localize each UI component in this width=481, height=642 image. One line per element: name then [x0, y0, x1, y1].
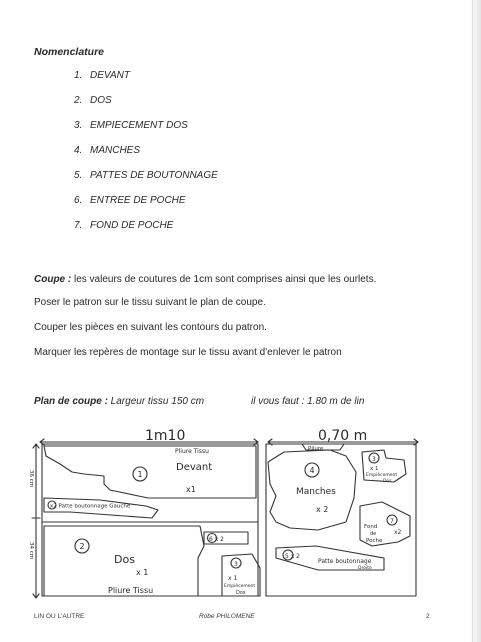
footer-title: Robe PHILOMENE	[199, 613, 255, 620]
piece-3b-name: Empiècement	[366, 473, 398, 478]
nomenclature-item: 4. MANCHES	[74, 145, 141, 156]
piece-5b-label: 5 x 2	[285, 553, 300, 560]
coupe-label: Coupe :	[34, 274, 72, 285]
piece-3-name-2: Dos	[236, 590, 246, 596]
nomenclature-list	[74, 70, 218, 245]
coupe-line-3: Couper les pièces en suivant les contours du patron.	[34, 322, 267, 333]
piece-1-qty: x1	[186, 485, 196, 494]
piece-2-qty: x 1	[136, 568, 149, 577]
nomenclature-item: 6. ENTREE DE POCHE	[74, 195, 186, 206]
nomenclature-title: Nomenclature	[34, 46, 105, 58]
piece-4-number: 4	[309, 466, 315, 475]
piece-devant	[44, 446, 256, 498]
plan-de-coupe-heading: Plan de coupe : Largeur tissu 150 cm	[34, 396, 205, 407]
nomenclature-item: 5. PATTES DE BOUTONNAGE	[74, 170, 218, 181]
piece-2-name: Dos	[114, 553, 135, 566]
coupe-line-2: Poser le patron sur le tissu suivant le plan de coupe.	[34, 297, 266, 308]
piece-5-label: x2 Patte boutonnage Gauche	[50, 503, 131, 510]
piece-2-number: 2	[79, 542, 85, 551]
coupe-line-4: Marquer les repères de montage sur le tissu avant d'enlever le patron	[34, 347, 342, 358]
piece-7-qty: x2	[394, 529, 402, 536]
fold-label-right: Pliure	[308, 446, 324, 452]
length-label-right: 0,70 m	[318, 428, 368, 444]
coupe-paragraph: Coupe : les valeurs de coutures de 1cm sont comprises ainsi que les ourlets.	[34, 274, 377, 285]
length-label-left: 1m10	[145, 428, 186, 444]
piece-7-name-3: Poche	[366, 538, 383, 544]
piece-3b-name-2: Dos	[383, 479, 392, 484]
fold-label-devant: Pliure Tissu	[175, 448, 209, 455]
piece-3b-qty: x 1	[370, 466, 379, 472]
piece-5b-name-2: Droite	[358, 566, 372, 571]
nomenclature-item: 7. FOND DE POCHE	[74, 220, 174, 231]
piece-1-number: 1	[137, 470, 143, 479]
side-label-top: 36 cm	[28, 470, 34, 488]
fabric-needed: il vous faut : 1.80 m de lin	[251, 396, 365, 407]
piece-7-name: Fond	[364, 524, 378, 530]
page-number: 2	[426, 613, 430, 620]
piece-5b-name: Patte boutonnage	[318, 558, 372, 565]
nomenclature-item: 2. DOS	[74, 95, 112, 106]
piece-1-name: Devant	[176, 462, 213, 473]
piece-6-label: 6 x 2	[209, 536, 224, 543]
piece-3b-number: 3	[372, 456, 376, 463]
piece-3-number: 3	[234, 561, 238, 568]
piece-4-qty: x 2	[316, 505, 329, 514]
footer-brand: LIN OU L'AUTRE	[34, 613, 85, 620]
piece-3-name: Empiècement	[224, 584, 256, 589]
piece-3-qty: x 1	[228, 575, 238, 582]
side-label-bottom: 34 cm	[28, 542, 34, 560]
piece-7-number: 7	[390, 518, 394, 525]
plan-label: Plan de coupe :	[34, 396, 108, 407]
cutting-layout-diagram	[0, 418, 440, 606]
fabric-left	[42, 444, 258, 596]
nomenclature-item: 1. DEVANT	[74, 70, 131, 81]
page-edge-line	[472, 0, 473, 642]
fold-label-dos: Pliure Tissu	[108, 586, 154, 595]
page-edge-shadow	[469, 0, 481, 642]
piece-4-name: Manches	[296, 487, 336, 497]
piece-7-name-2: de	[370, 531, 377, 537]
nomenclature-item: 3. EMPIECEMENT DOS	[74, 120, 188, 131]
